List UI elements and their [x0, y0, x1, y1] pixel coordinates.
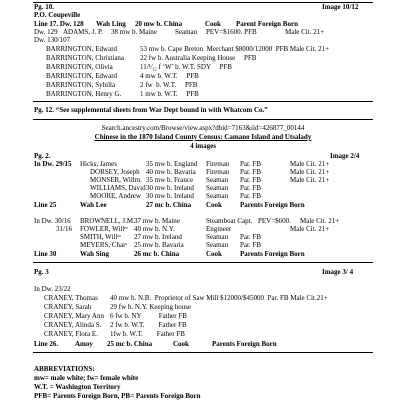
barrington-name: BARRINGTON, Edward	[46, 72, 118, 80]
adams-occ: Seaman	[175, 28, 198, 36]
pg2-image: Image 2/4	[330, 152, 360, 160]
line26-note: Parents Foreign Born	[212, 340, 277, 348]
barrington-name: BARRINGTON, Olivia	[46, 63, 113, 71]
pg2b-row-name: SMITH, Willᵐ	[80, 233, 121, 241]
craney-name: CRANEY, Thomas	[44, 294, 98, 302]
pg2-row-cit: Male Cit. 21+	[290, 176, 330, 184]
pg2-row-name: WILLIAMS, David	[90, 184, 146, 192]
pg2-row-left: In Dw. 29/15	[34, 160, 72, 168]
line25-occ: Cook	[206, 201, 222, 209]
census-title: Chinese in the 1870 Island County Census: Camano Island and Utsalady	[94, 133, 312, 141]
pg2b-row-age: 40 mw b. N.Y.	[134, 225, 175, 233]
line30-occ: Cook	[206, 250, 222, 258]
pg2b-row-pf: Par. FB	[240, 241, 262, 249]
craney-info: 40 mw b. N.B. Proprietor of Saw Mill $12000/$45000 Par. FB Male Cit.21+	[110, 294, 328, 302]
pg2b-row-cit: Male Cit. 21+	[300, 217, 340, 225]
barrington-info: 1 mw b. W.T. PFB	[140, 90, 199, 98]
barrington-info: 53 mw b. Cape Breton Merchant $8000/12000 PFB Male Cit. 21+	[140, 45, 330, 53]
pg2-row-pf: Par. FB	[240, 168, 262, 176]
pg2-row-occ: Fireman	[206, 168, 230, 176]
line17-note: Parent Foreign Born	[236, 20, 298, 28]
line30-age: 26 mc b. China	[134, 250, 180, 258]
pg2-row-age: 30 mw b. Ireland	[146, 184, 194, 192]
pg2-row-occ: Seaman	[206, 176, 229, 184]
pg2-row-pf: Par. FB	[240, 160, 262, 168]
pg2b-row-occ: Engineer	[206, 225, 232, 233]
adams-age: 38 mw b. Maine	[111, 28, 157, 36]
pg2-row-age: 30 mw b. Ireland	[146, 192, 194, 200]
abbrev-title: ABBREVIATIONS:	[34, 365, 95, 373]
pg2b-row-left: 31/16	[56, 225, 72, 233]
divider	[33, 119, 373, 120]
pg2b-row-occ: Seaman	[206, 241, 229, 249]
line26-label: Line 26.	[34, 340, 59, 348]
line25-name: Wah Lee	[80, 201, 107, 209]
pg2-row-occ: Seaman	[206, 192, 229, 200]
pg2-row-pf: Par. FB	[240, 184, 262, 192]
barrington-name: BARRINGTON, Henry G.	[46, 90, 122, 98]
abbrev-item: mw= male white; fw= female white	[34, 374, 139, 382]
census-images: 4 images	[190, 142, 216, 150]
line17-age: 20 mw b. China	[135, 20, 183, 28]
barrington-name: BARRINGTON, Sybilla	[46, 81, 116, 89]
line17-name: Wah Ling	[96, 20, 126, 28]
line25-label: Line 25	[34, 201, 57, 209]
line30-name: Wah Sing	[80, 250, 109, 258]
pg2-row-age: 40 mw b. Bavaria	[146, 168, 196, 176]
pg2-row-cit: Male Cit. 21+	[290, 168, 330, 176]
barrington-info: 22 fw b. Australia Keeping House PFB	[140, 54, 257, 62]
census-url: Search.ancestry.com/Browse/view.aspx?dbid=7163&iid=426877_00144	[101, 124, 305, 132]
barrington-name: BARRINGTON, Christiana	[46, 54, 125, 62]
page-number: Pg. 10.	[34, 3, 55, 11]
line26-name: Amoy	[75, 340, 93, 348]
pg2b-row-cit: Male Cit. 21+	[290, 225, 330, 233]
line30-label: Line 30	[34, 250, 57, 258]
line26-occ: Cook	[173, 340, 189, 348]
adams-note: PEV=$1600. PFB	[206, 28, 257, 36]
pg2b-row-age: 37 mw b. Maine	[134, 217, 180, 225]
pg2b-row-age: 25 mw b. Bavaria	[134, 241, 184, 249]
pg2-row-pf: Par. FB	[240, 192, 262, 200]
divider	[33, 101, 373, 102]
pg2-row-name: MOORE, Andrew	[90, 192, 141, 200]
divider	[33, 352, 373, 353]
craney-info: 29 fw b. N.Y. Keeping house	[110, 303, 192, 311]
adams-dw: Dw. 129	[34, 28, 58, 36]
pg2-row-name: MONSER, Willm.	[90, 176, 142, 184]
pg2b-row-left: In Dw. 30/16	[34, 217, 71, 225]
pg2b-row-pf: Par. FB	[240, 233, 262, 241]
line17-label: Line 17. Dw. 128	[34, 20, 84, 28]
divider	[33, 262, 373, 263]
pg2-row-age: 35 mw b. France	[146, 176, 194, 184]
barrington-info: 11/¹⁄₁₂ f ‘W’ b. W.T. SDY PFB	[140, 63, 232, 71]
craney-name: CRANEY, Sarah	[44, 303, 92, 311]
pg2b-row-pf: PEV=$600.	[258, 217, 291, 225]
pg2-row-age: 35 mw b. England	[146, 160, 198, 168]
craney-info: 6 fw b. NY Father FB	[110, 312, 187, 320]
pg2-label: Pg. 2.	[34, 152, 51, 160]
image-number: Image 10/12	[322, 3, 359, 11]
pg3-label: Pg. 3	[34, 268, 49, 276]
abbrev-item: W.T. = Washington Territory	[34, 383, 121, 391]
abbrev-item: PFB= Parents Foreign Born, PB= Parents Foreign Born	[34, 392, 201, 400]
pg2-row-occ: Fireman	[206, 160, 230, 168]
pg2-row-name: DORSEY, Joseph	[90, 168, 140, 176]
craney-name: CRANEY, Flora E.	[44, 330, 98, 338]
line26-age: 25 mc b. China	[107, 340, 153, 348]
barrington-name: BARRINGTON, Edward	[46, 45, 118, 53]
pg2-row-pf: Par. FB	[240, 176, 262, 184]
barrington-info: 2 fw b. W.T. PFB	[140, 81, 198, 89]
line30-note: Parents Foreign Born	[240, 250, 305, 258]
adams-name: ADAMS, J. P.	[63, 28, 103, 36]
craney-name: CRANEY, Alinda S.	[44, 321, 102, 329]
pg3-dw: In Dw. 23/22	[34, 285, 71, 293]
pg2b-row-name: BROWNELL, J.M.	[80, 217, 135, 225]
craney-info: 2 fw b. W.T. Father FB	[110, 321, 187, 329]
pg2-row-cit: Male Cit. 21+	[290, 160, 330, 168]
adams-extra: Male Cit. 21+	[285, 28, 325, 36]
pg2b-row-name: FOWLER, Willᵐ	[80, 225, 128, 233]
pg2b-row-occ: Seaman	[206, 233, 229, 241]
pg2b-row-occ: Steamboat Capt.	[206, 217, 253, 225]
dw130: Dw. 130/107	[34, 36, 71, 44]
craney-name: CRANEY, Mary Ann	[44, 312, 104, 320]
pg2-row-name: Hicks, James	[80, 160, 117, 168]
pg3-image: Image 3/ 4	[322, 268, 354, 276]
line17-occ: Cook	[205, 20, 221, 28]
line25-note: Parents Foreign Born	[240, 201, 305, 209]
craney-info: 1fw b. W.T. Father FB	[110, 330, 185, 338]
pg2-row-occ: Seaman	[206, 184, 229, 192]
pg2b-row-age: 27 mw b. Ireland	[134, 233, 182, 241]
barrington-info: 4 mw b. W.T. PFB	[140, 72, 199, 80]
line25-age: 27 mc b. China	[146, 201, 192, 209]
place-heading: P.O. Coupeville	[34, 11, 81, 19]
pg12-note: Pg. 12. “See supplemental sheets from War Dept bound in with Whatcom Co.”	[34, 106, 268, 114]
pg2b-row-name: MEYERS, Charˢ	[80, 241, 127, 249]
